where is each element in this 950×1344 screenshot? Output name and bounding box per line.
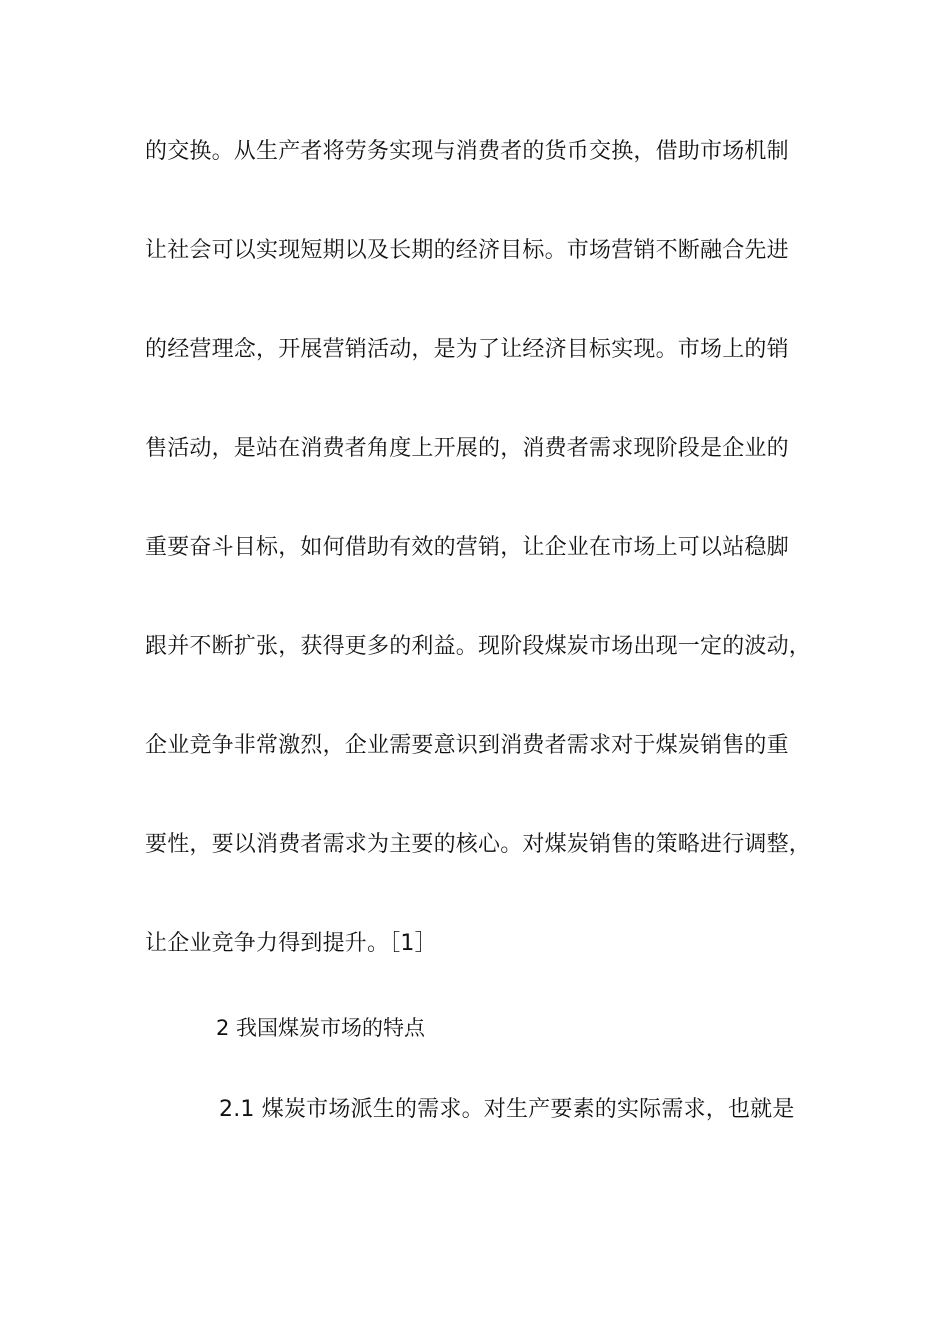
paragraph-line: 售活动，是站在消费者角度上开展的，消费者需求现阶段是企业的: [145, 436, 789, 461]
paragraph-line: 重要奋斗目标，如何借助有效的营销，让企业在市场上可以站稳脚: [145, 535, 789, 560]
paragraph-line: 要性，要以消费者需求为主要的核心。对煤炭销售的策略进行调整，: [145, 832, 812, 857]
paragraph-line: 让社会可以实现短期以及长期的经济目标。市场营销不断融合先进: [145, 238, 789, 263]
subsection-line: 2.1 煤炭市场派生的需求。对生产要素的实际需求，也就是: [219, 1097, 795, 1122]
paragraph-line: 企业竞争非常激烈，企业需要意识到消费者需求对于煤炭销售的重: [145, 733, 789, 758]
paragraph-line: 跟并不断扩张，获得更多的利益。现阶段煤炭市场出现一定的波动，: [145, 634, 812, 659]
section-heading: 2 我国煤炭市场的特点: [216, 1016, 426, 1040]
paragraph-line: 的经营理念，开展营销活动，是为了让经济目标实现。市场上的销: [145, 337, 789, 362]
paragraph-line-with-citation: 让企业竞争力得到提升。［1］: [145, 931, 437, 956]
paragraph-line: 的交换。从生产者将劳务实现与消费者的货币交换，借助市场机制: [145, 139, 789, 164]
